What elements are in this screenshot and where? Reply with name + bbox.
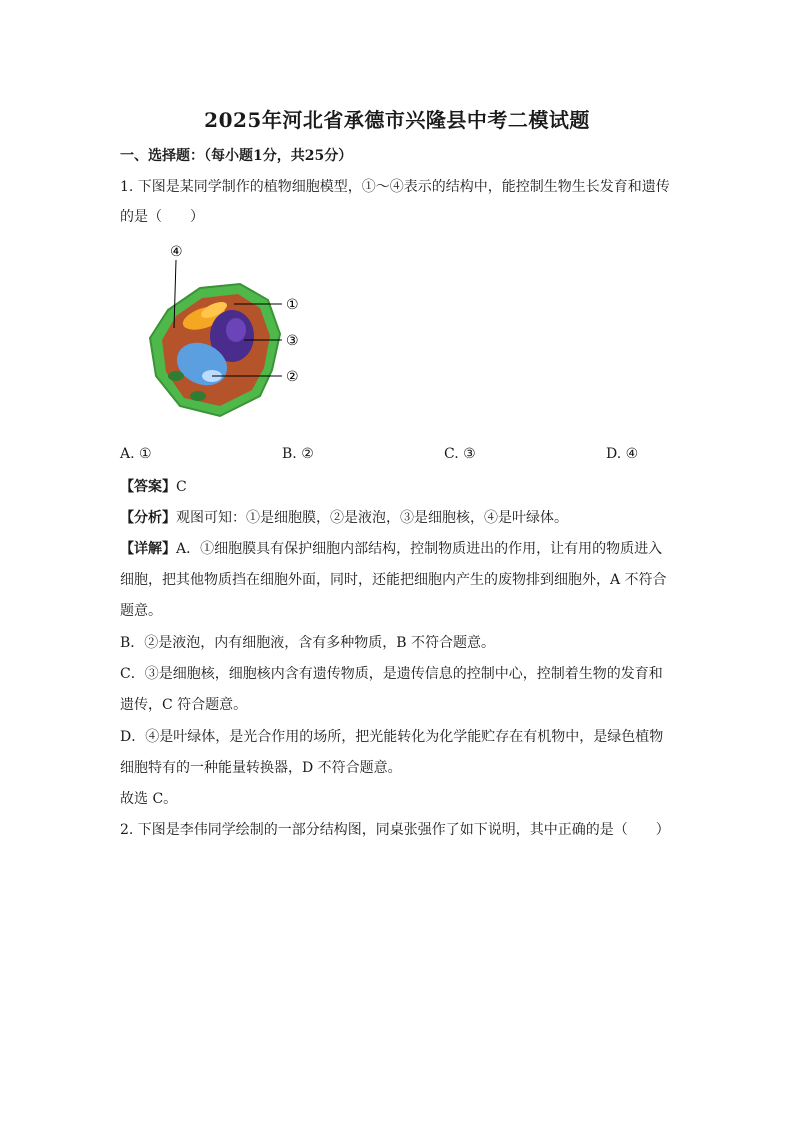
section-heading: 一、选择题：（每小题1分，共25分） (120, 148, 353, 164)
detail-line-3a: C．③是细胞核，细胞核内含有遗传物质，是遗传信息的控制中心，控制着生物的发育和 (120, 666, 663, 682)
option-d: D. ④ (606, 446, 639, 462)
detail-line-4b: 细胞特有的一种能量转换器，D 不符合题意。 (120, 760, 402, 776)
chloroplast-dot (168, 371, 184, 381)
label-4: ④ (170, 244, 183, 260)
detail-line-1b: 细胞，把其他物质挡在细胞外面，同时，还能把细胞内产生的废物排到细胞外，A 不符合 (120, 572, 667, 588)
q1-stem-line2: 的是（ ） (120, 209, 204, 225)
option-a: A. ① (120, 446, 152, 462)
chloroplast-dot (190, 391, 206, 401)
detail-text-1a: A．①细胞膜具有保护细胞内部结构，控制物质进出的作用，让有用的物质进入 (176, 541, 663, 557)
analysis-text: 观图可知：①是细胞膜，②是液泡，③是细胞核，④是叶绿体。 (176, 510, 568, 526)
page-title: 2025年河北省承德市兴隆县中考二模试题 (204, 108, 590, 132)
label-1: ① (286, 297, 299, 313)
label-3: ③ (286, 333, 299, 349)
analysis-line (120, 508, 680, 528)
detail-line-1a (120, 539, 680, 559)
option-b: B. ② (282, 446, 314, 462)
answer-value: C (176, 479, 187, 495)
detail-line-3b: 遗传，C 符合题意。 (120, 697, 248, 713)
label-2: ② (286, 369, 299, 385)
answer-tag: 【答案】 (120, 479, 176, 495)
conclusion-line: 故选 C。 (120, 791, 178, 807)
analysis-tag: 【分析】 (120, 510, 176, 526)
q1-stem-line1: 1. 下图是某同学制作的植物细胞模型，①～④表示的结构中，能控制生物生长发育和遗传 (120, 179, 670, 195)
q2-stem-line1: 2. 下图是李伟同学绘制的一部分结构图，同桌张强作了如下说明，其中正确的是（ ） (120, 822, 670, 838)
plant-cell-model-figure (140, 238, 320, 428)
option-c: C. ③ (444, 446, 476, 462)
answer-line (120, 477, 680, 497)
detail-line-2: B．②是液泡，内有细胞液，含有多种物质，B 不符合题意。 (120, 635, 496, 651)
detail-line-4a: D．④是叶绿体，是光合作用的场所，把光能转化为化学能贮存在有机物中，是绿色植物 (120, 729, 664, 745)
detail-line-1c: 题意。 (120, 603, 162, 619)
detail-tag: 【详解】 (120, 541, 176, 557)
nucleolus (226, 318, 246, 342)
